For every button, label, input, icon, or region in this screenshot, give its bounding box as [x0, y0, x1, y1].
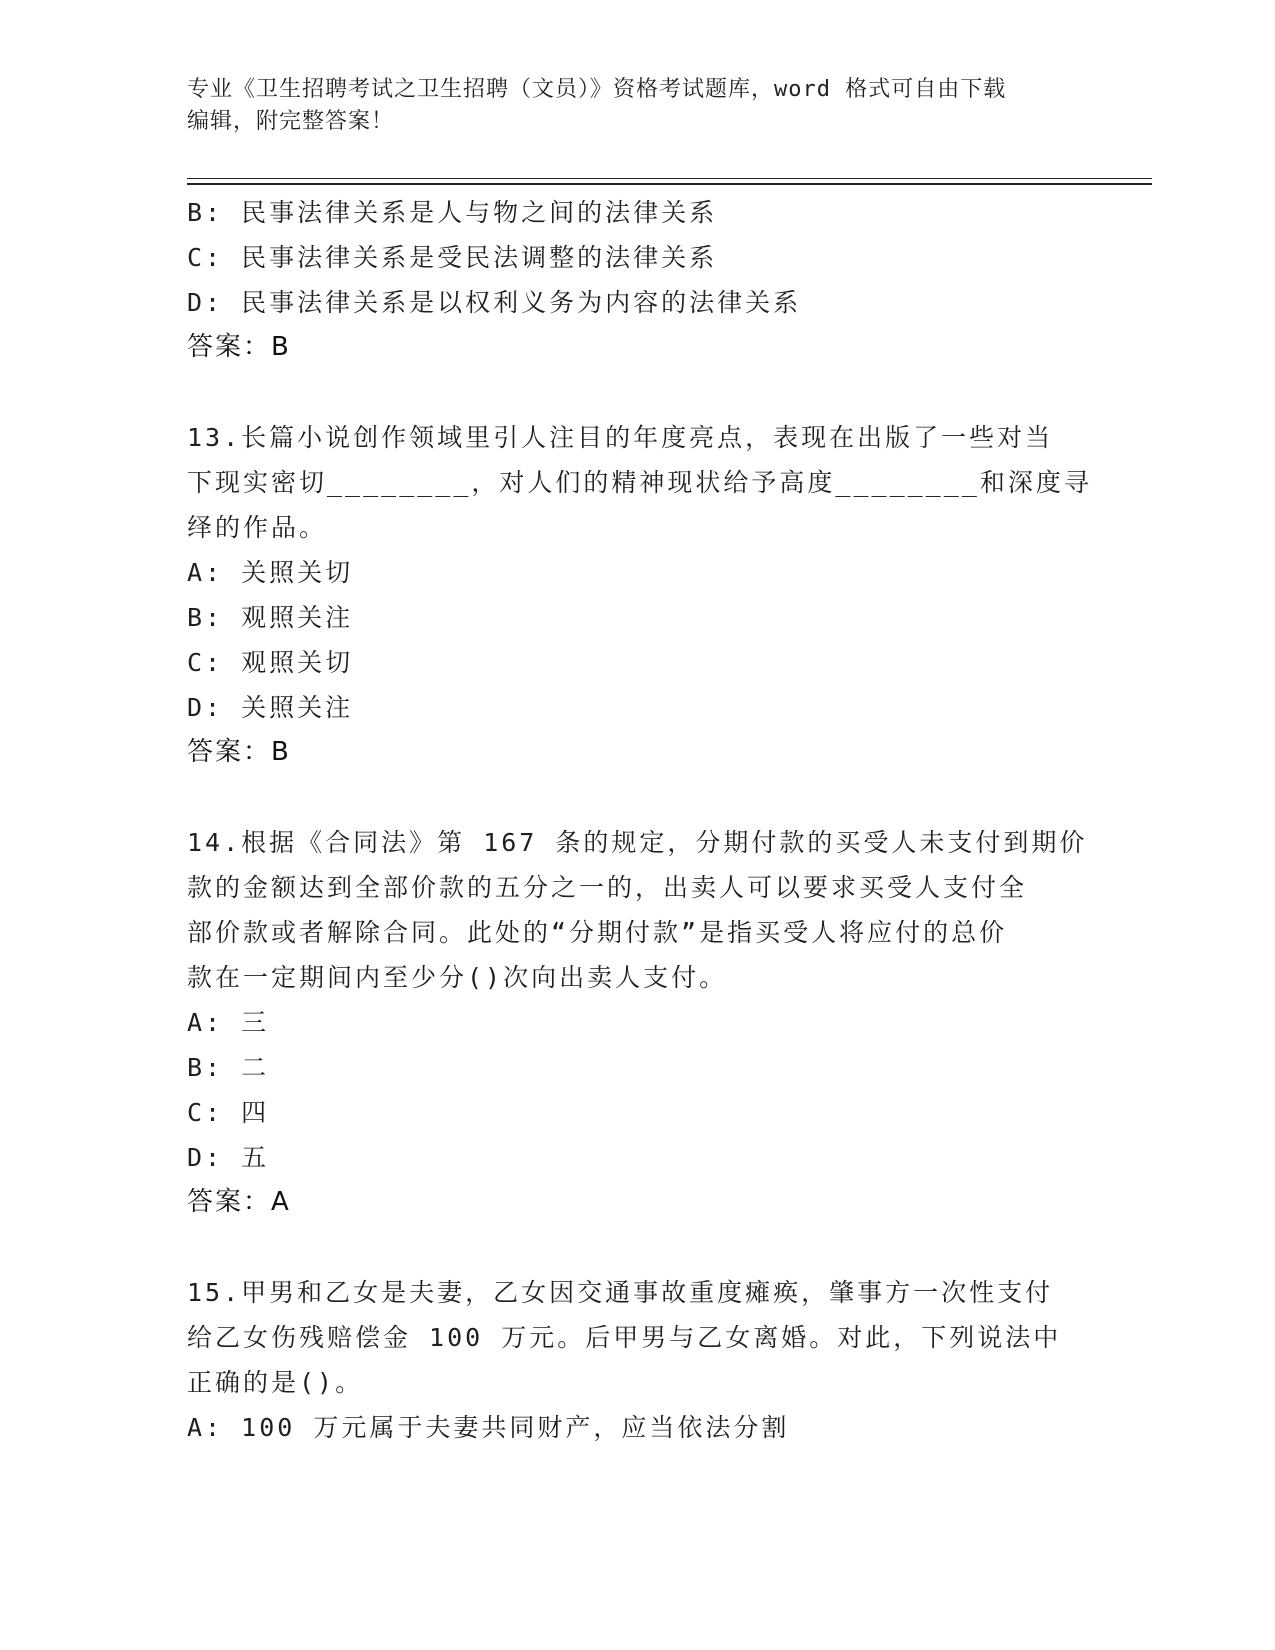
option-c: C: 民事法律关系是受民法调整的法律关系	[187, 243, 718, 272]
option-b: B: 观照关注	[187, 603, 354, 632]
spacer	[187, 775, 1087, 820]
option-a: A: 关照关切	[187, 558, 354, 587]
question-15	[187, 1270, 1087, 1450]
question-text-line: 绎的作品。	[187, 513, 328, 542]
question-text-line: 给乙女伤残赔偿金 100 万元。后甲男与乙女离婚。对此，下列说法中	[187, 1323, 1062, 1352]
question-text-line: 部价款或者解除合同。此处的“分期付款”是指买受人将应付的总价	[187, 918, 1008, 947]
option-b: B: 民事法律关系是人与物之间的法律关系	[187, 198, 718, 227]
question-13	[187, 415, 1092, 775]
question-text-line: 14.根据《合同法》第 167 条的规定，分期付款的买受人未支付到期价	[187, 828, 1088, 857]
option-d: D: 民事法律关系是以权利义务为内容的法律关系	[187, 288, 802, 317]
question-text-line: 款在一定期间内至少分()次向出卖人支付。	[187, 963, 728, 992]
option-c: C: 观照关切	[187, 648, 354, 677]
option-c: C: 四	[187, 1098, 270, 1127]
option-d: D: 五	[187, 1143, 270, 1172]
question-text-line: 13.长篇小说创作领域里引人注目的年度亮点，表现在出版了一些对当	[187, 423, 1054, 452]
question-14	[187, 820, 1087, 1225]
option-a: A: 100 万元属于夫妻共同财产，应当依法分割	[187, 1413, 790, 1442]
question-text-line: 正确的是()。	[187, 1368, 364, 1397]
header-divider-thick	[187, 183, 1152, 185]
question-text-line: 款的金额达到全部价款的五分之一的，出卖人可以要求买受人支付全	[187, 873, 1028, 902]
question-list	[187, 190, 1092, 1450]
option-a: A: 三	[187, 1008, 270, 1037]
option-d: D: 关照关注	[187, 693, 354, 722]
answer-line: 答案：B	[187, 737, 291, 767]
answer-line: 答案：A	[187, 1187, 291, 1217]
header-divider-thin	[187, 178, 1152, 179]
spacer	[187, 370, 1087, 415]
document-header	[187, 74, 1067, 138]
answer-line: 答案：B	[187, 332, 291, 362]
question-12-continued	[187, 190, 1087, 370]
question-text-line: 15.甲男和乙女是夫妻，乙女因交通事故重度瘫痪，肇事方一次性支付	[187, 1278, 1054, 1307]
header-line-2: 编辑，附完整答案！	[187, 109, 395, 134]
spacer	[187, 1225, 1087, 1270]
question-text-line: 下现实密切________，对人们的精神现状给予高度________和深度寻	[187, 468, 1092, 497]
option-b: B: 二	[187, 1053, 270, 1082]
header-line-1: 专业《卫生招聘考试之卫生招聘（文员）》资格考试题库，word 格式可自由下载	[187, 77, 1007, 102]
